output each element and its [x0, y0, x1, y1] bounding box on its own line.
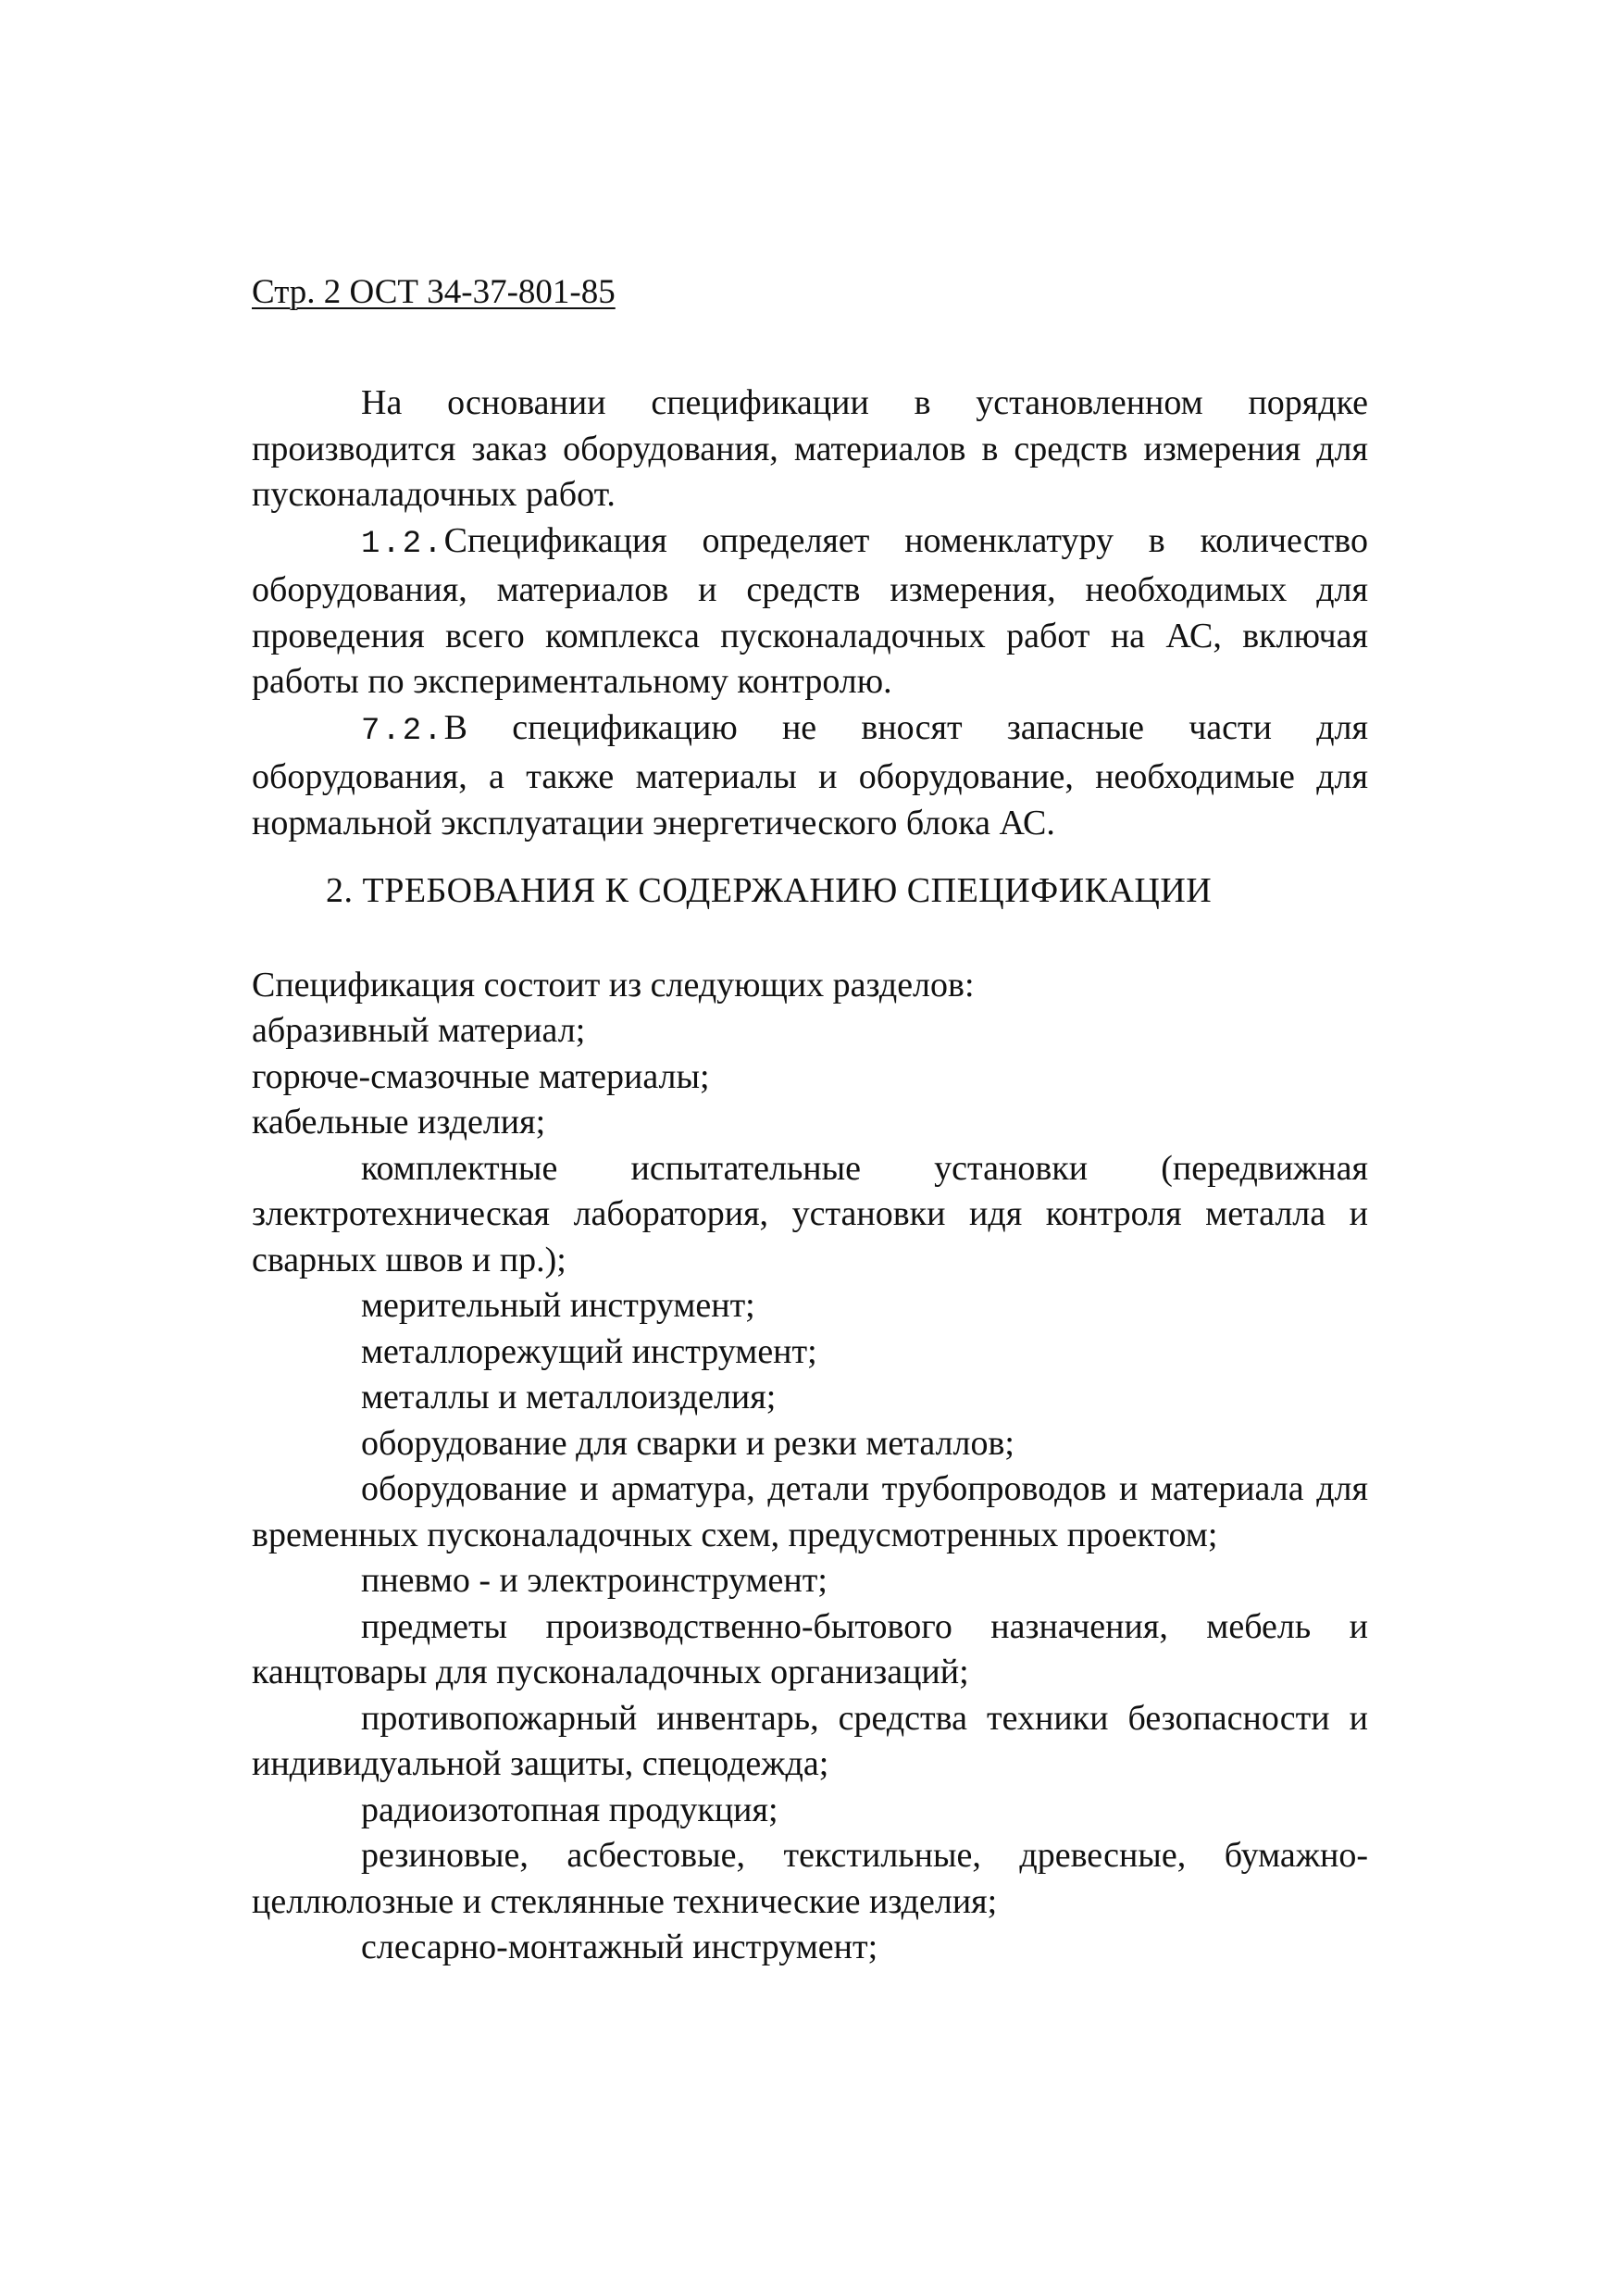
list-item: абразивный материал;	[252, 1011, 586, 1050]
list-item: резиновые, асбестовые, текстильные, древесные, бумажно-целлюлозные и стеклянные технические изделия;	[252, 1836, 1368, 1921]
document-body	[252, 381, 1368, 1971]
clause-number: 1.2.	[361, 526, 444, 562]
clause-text: Спецификация определяет номенклатуру в количество оборудования, материалов и средств измерения, необходимых для проведения всего комплекса пусконаладочных работ на АС, включая работы по экспериментальному контролю.	[252, 520, 1368, 701]
list-item: пневмо - и электроинструмент;	[361, 1561, 828, 1600]
intro-paragraph: На основании спецификации в установленном порядке производится заказ оборудования, материалов в средств измерения для пусконаладочных работ.	[252, 383, 1368, 514]
clause-text: В спецификацию не вносят запасные части для оборудования, а также материалы и оборудование, необходимые для нормальной эксплуатации энергетического блока АС.	[252, 707, 1368, 842]
page-header: Стр. 2 ОСТ 34-37-801-85	[252, 273, 616, 311]
list-item: радиоизотопная продукция;	[361, 1790, 778, 1829]
clause-number: 7.2.	[361, 713, 444, 749]
list-item: металлорежущий инструмент;	[361, 1331, 817, 1371]
clause-paragraph	[252, 518, 1368, 705]
list-item: предметы производственно-бытового назначения, мебель и канцтовары для пусконаладочных организаций;	[252, 1606, 1368, 1691]
list-item: мерительный инструмент;	[361, 1286, 755, 1325]
list-intro: Спецификация состоит из следующих разделов:	[252, 965, 975, 1004]
list-item: металлы и металлоизделия;	[361, 1378, 777, 1416]
list-item: слесарно-монтажный инструмент;	[361, 1928, 878, 1966]
section-heading: 2. ТРЕБОВАНИЯ К СОДЕРЖАНИЮ СПЕЦИФИКАЦИИ	[326, 871, 1213, 910]
list-item: кабельные изделия;	[252, 1103, 546, 1142]
clause-paragraph	[252, 705, 1368, 847]
list-item: оборудование для сварки и резки металлов;	[361, 1423, 1014, 1463]
list-item: противопожарный инвентарь, средства техники безопасности и индивидуальной защиты, спецодежда;	[252, 1698, 1368, 1783]
list-item: горюче-смазочные материалы;	[252, 1056, 710, 1096]
list-item: оборудование и арматура, детали трубопроводов и материала для временных пусконаладочных схем, предусмотренных проектом;	[252, 1469, 1368, 1554]
list-item: комплектные испытательные установки (передвижная злектротехническая лаборатория, установки идя контроля металла и сварных швов и пр.);	[252, 1148, 1368, 1279]
